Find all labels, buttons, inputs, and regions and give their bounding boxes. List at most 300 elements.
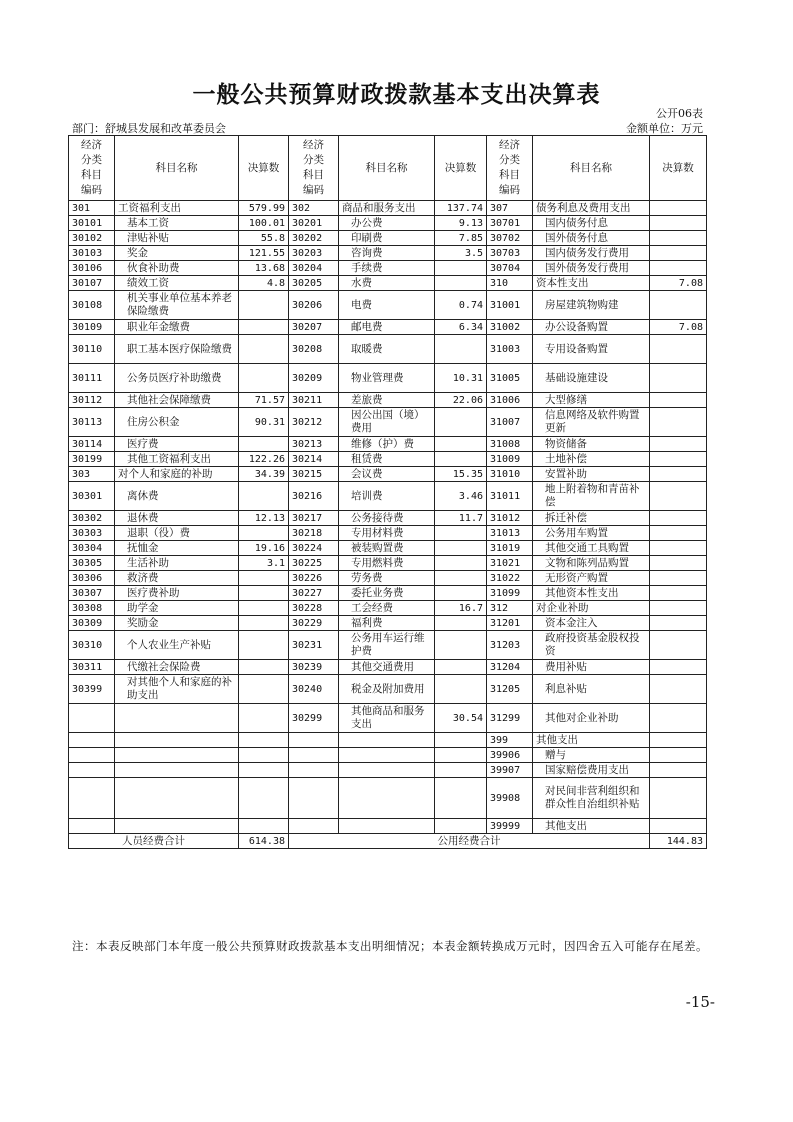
cell-code: 30308 bbox=[69, 601, 115, 616]
cell-amount: 90.31 bbox=[239, 408, 289, 437]
cell-amount: 3.5 bbox=[435, 246, 487, 261]
cell-code: 301 bbox=[69, 201, 115, 216]
cell-code: 31203 bbox=[487, 631, 533, 660]
cell-amount bbox=[239, 748, 289, 763]
cell-code: 31012 bbox=[487, 511, 533, 526]
cell-amount bbox=[435, 408, 487, 437]
cell-code: 30214 bbox=[289, 452, 339, 467]
cell-code: 30201 bbox=[289, 216, 339, 231]
cell-amount bbox=[239, 675, 289, 704]
cell-name: 国家赔偿费用支出 bbox=[533, 763, 650, 778]
cell-amount: 4.8 bbox=[239, 276, 289, 291]
cell-code: 30399 bbox=[69, 675, 115, 704]
cell-code: 39907 bbox=[487, 763, 533, 778]
cell-code: 30228 bbox=[289, 601, 339, 616]
cell-amount bbox=[239, 733, 289, 748]
public-total-label: 公用经费合计 bbox=[289, 834, 650, 849]
table-row bbox=[69, 437, 707, 452]
cell-amount bbox=[239, 320, 289, 335]
header-code: 经济 分类 科目 编码 bbox=[487, 136, 533, 201]
table-row bbox=[69, 231, 707, 246]
cell-amount: 579.99 bbox=[239, 201, 289, 216]
cell-code: 30209 bbox=[289, 364, 339, 393]
table-row bbox=[69, 482, 707, 511]
cell-amount bbox=[435, 778, 487, 819]
cell-code: 30102 bbox=[69, 231, 115, 246]
cell-name: 其他对企业补助 bbox=[533, 704, 650, 733]
cell-code: 30229 bbox=[289, 616, 339, 631]
cell-name: 对其他个人和家庭的补助支出 bbox=[115, 675, 239, 704]
table-row bbox=[69, 452, 707, 467]
cell-code: 30113 bbox=[69, 408, 115, 437]
cell-amount bbox=[650, 571, 707, 586]
cell-name: 其他交通费用 bbox=[339, 660, 435, 675]
cell-name: 代缴社会保险费 bbox=[115, 660, 239, 675]
cell-name: 邮电费 bbox=[339, 320, 435, 335]
cell-code: 30208 bbox=[289, 335, 339, 364]
cell-code bbox=[69, 704, 115, 733]
cell-name: 国内债务发行费用 bbox=[533, 246, 650, 261]
cell-code: 31008 bbox=[487, 437, 533, 452]
cell-name: 退职（役）费 bbox=[115, 526, 239, 541]
cell-name: 抚恤金 bbox=[115, 541, 239, 556]
cell-amount bbox=[650, 437, 707, 452]
cell-code: 31001 bbox=[487, 291, 533, 320]
cell-amount: 22.06 bbox=[435, 393, 487, 408]
cell-code bbox=[289, 748, 339, 763]
cell-code: 30224 bbox=[289, 541, 339, 556]
cell-name bbox=[339, 733, 435, 748]
cell-code: 31205 bbox=[487, 675, 533, 704]
cell-amount bbox=[435, 526, 487, 541]
cell-code: 310 bbox=[487, 276, 533, 291]
cell-name: 物业管理费 bbox=[339, 364, 435, 393]
cell-code: 30202 bbox=[289, 231, 339, 246]
cell-code: 307 bbox=[487, 201, 533, 216]
cell-name: 对企业补助 bbox=[533, 601, 650, 616]
cell-amount bbox=[650, 556, 707, 571]
table-row bbox=[69, 763, 707, 778]
cell-amount bbox=[650, 526, 707, 541]
cell-code: 30226 bbox=[289, 571, 339, 586]
cell-name: 会议费 bbox=[339, 467, 435, 482]
cell-amount bbox=[650, 748, 707, 763]
cell-name: 培训费 bbox=[339, 482, 435, 511]
cell-code: 31201 bbox=[487, 616, 533, 631]
cell-name: 利息补贴 bbox=[533, 675, 650, 704]
cell-name: 资本金注入 bbox=[533, 616, 650, 631]
cell-amount: 11.7 bbox=[435, 511, 487, 526]
cell-amount bbox=[239, 778, 289, 819]
cell-code bbox=[289, 819, 339, 834]
cell-amount bbox=[650, 778, 707, 819]
cell-code: 31099 bbox=[487, 586, 533, 601]
header-amount: 决算数 bbox=[435, 136, 487, 201]
cell-amount bbox=[650, 601, 707, 616]
table-row bbox=[69, 556, 707, 571]
header-amount: 决算数 bbox=[239, 136, 289, 201]
cell-code: 30108 bbox=[69, 291, 115, 320]
cell-amount: 3.1 bbox=[239, 556, 289, 571]
cell-amount bbox=[650, 482, 707, 511]
cell-amount: 30.54 bbox=[435, 704, 487, 733]
cell-name: 津贴补贴 bbox=[115, 231, 239, 246]
cell-name: 专用设备购置 bbox=[533, 335, 650, 364]
cell-name: 大型修缮 bbox=[533, 393, 650, 408]
cell-code: 31003 bbox=[487, 335, 533, 364]
cell-code: 30103 bbox=[69, 246, 115, 261]
cell-amount bbox=[650, 467, 707, 482]
cell-name: 国外债务发行费用 bbox=[533, 261, 650, 276]
cell-code: 30703 bbox=[487, 246, 533, 261]
page-title: 一般公共预算财政拨款基本支出决算表 bbox=[192, 82, 601, 108]
cell-code: 30206 bbox=[289, 291, 339, 320]
cell-name: 职工基本医疗保险缴费 bbox=[115, 335, 239, 364]
cell-amount: 16.7 bbox=[435, 601, 487, 616]
cell-amount: 7.08 bbox=[650, 320, 707, 335]
cell-name: 福利费 bbox=[339, 616, 435, 631]
cell-amount bbox=[435, 631, 487, 660]
cell-amount bbox=[650, 246, 707, 261]
cell-name: 政府投资基金股权投资 bbox=[533, 631, 650, 660]
cell-name bbox=[339, 819, 435, 834]
table-row bbox=[69, 733, 707, 748]
cell-name: 公务用车运行维护费 bbox=[339, 631, 435, 660]
cell-amount bbox=[239, 482, 289, 511]
cell-name: 专用燃料费 bbox=[339, 556, 435, 571]
cell-code bbox=[289, 763, 339, 778]
cell-name: 债务利息及费用支出 bbox=[533, 201, 650, 216]
cell-name: 商品和服务支出 bbox=[339, 201, 435, 216]
cell-name: 国内债务付息 bbox=[533, 216, 650, 231]
cell-name: 信息网络及软件购置更新 bbox=[533, 408, 650, 437]
table-row bbox=[69, 541, 707, 556]
cell-amount: 15.35 bbox=[435, 467, 487, 482]
cell-amount bbox=[239, 335, 289, 364]
cell-code: 303 bbox=[69, 467, 115, 482]
cell-name: 差旅费 bbox=[339, 393, 435, 408]
cell-name: 房屋建筑物购建 bbox=[533, 291, 650, 320]
cell-name: 工资福利支出 bbox=[115, 201, 239, 216]
table-row bbox=[69, 819, 707, 834]
cell-name bbox=[339, 763, 435, 778]
cell-name: 专用材料费 bbox=[339, 526, 435, 541]
cell-code bbox=[289, 733, 339, 748]
header-amount: 决算数 bbox=[650, 136, 707, 201]
cell-amount: 0.74 bbox=[435, 291, 487, 320]
cell-name: 办公费 bbox=[339, 216, 435, 231]
table-row bbox=[69, 586, 707, 601]
cell-name: 其他社会保障缴费 bbox=[115, 393, 239, 408]
cell-name: 土地补偿 bbox=[533, 452, 650, 467]
table-row bbox=[69, 526, 707, 541]
table-row bbox=[69, 261, 707, 276]
cell-code: 31204 bbox=[487, 660, 533, 675]
cell-code: 30211 bbox=[289, 393, 339, 408]
header-name: 科目名称 bbox=[339, 136, 435, 201]
cell-name: 资本性支出 bbox=[533, 276, 650, 291]
cell-name: 工会经费 bbox=[339, 601, 435, 616]
cell-amount: 100.01 bbox=[239, 216, 289, 231]
cell-amount bbox=[239, 763, 289, 778]
cell-code: 30299 bbox=[289, 704, 339, 733]
cell-name: 退休费 bbox=[115, 511, 239, 526]
cell-name: 医疗费 bbox=[115, 437, 239, 452]
cell-name: 医疗费补助 bbox=[115, 586, 239, 601]
table-row bbox=[69, 320, 707, 335]
cell-amount bbox=[650, 201, 707, 216]
cell-amount bbox=[435, 335, 487, 364]
cell-amount bbox=[435, 733, 487, 748]
cell-amount: 121.55 bbox=[239, 246, 289, 261]
table-row bbox=[69, 704, 707, 733]
cell-code: 30110 bbox=[69, 335, 115, 364]
table-row bbox=[69, 408, 707, 437]
cell-code: 30204 bbox=[289, 261, 339, 276]
cell-name: 对个人和家庭的补助 bbox=[115, 467, 239, 482]
cell-amount bbox=[239, 364, 289, 393]
cell-amount: 34.39 bbox=[239, 467, 289, 482]
cell-name bbox=[115, 748, 239, 763]
cell-name bbox=[115, 819, 239, 834]
footnote: 注：本表反映部门本年度一般公共预算财政拨款基本支出明细情况；本表金额转换成万元时，因四舍五入可能存在尾差。 bbox=[72, 939, 708, 953]
table-row bbox=[69, 616, 707, 631]
cell-code: 39908 bbox=[487, 778, 533, 819]
cell-code: 30212 bbox=[289, 408, 339, 437]
cell-code: 30304 bbox=[69, 541, 115, 556]
cell-amount bbox=[239, 704, 289, 733]
cell-name: 电费 bbox=[339, 291, 435, 320]
cell-code: 31022 bbox=[487, 571, 533, 586]
cell-name: 维修（护）费 bbox=[339, 437, 435, 452]
cell-amount bbox=[435, 763, 487, 778]
cell-code bbox=[69, 763, 115, 778]
personnel-total-label: 人员经费合计 bbox=[69, 834, 239, 849]
table-row bbox=[69, 467, 707, 482]
cell-amount bbox=[435, 748, 487, 763]
cell-code bbox=[289, 778, 339, 819]
cell-amount bbox=[650, 733, 707, 748]
cell-code: 302 bbox=[289, 201, 339, 216]
cell-name: 公务接待费 bbox=[339, 511, 435, 526]
cell-name: 机关事业单位基本养老保险缴费 bbox=[115, 291, 239, 320]
cell-code: 30305 bbox=[69, 556, 115, 571]
cell-name: 其他资本性支出 bbox=[533, 586, 650, 601]
cell-code: 30310 bbox=[69, 631, 115, 660]
cell-code bbox=[69, 819, 115, 834]
cell-amount: 71.57 bbox=[239, 393, 289, 408]
table-row bbox=[69, 601, 707, 616]
cell-amount bbox=[650, 408, 707, 437]
cell-amount bbox=[650, 586, 707, 601]
cell-name: 住房公积金 bbox=[115, 408, 239, 437]
cell-amount: 10.31 bbox=[435, 364, 487, 393]
cell-code: 312 bbox=[487, 601, 533, 616]
cell-amount: 12.13 bbox=[239, 511, 289, 526]
cell-name: 伙食补助费 bbox=[115, 261, 239, 276]
cell-code bbox=[69, 778, 115, 819]
cell-name: 职业年金缴费 bbox=[115, 320, 239, 335]
cell-code bbox=[69, 748, 115, 763]
cell-name bbox=[115, 733, 239, 748]
form-number: 公开06表 bbox=[656, 107, 703, 120]
table-row bbox=[69, 364, 707, 393]
cell-code: 30215 bbox=[289, 467, 339, 482]
cell-code: 30111 bbox=[69, 364, 115, 393]
cell-code: 31013 bbox=[487, 526, 533, 541]
personnel-total-value: 614.38 bbox=[239, 834, 289, 849]
cell-name: 租赁费 bbox=[339, 452, 435, 467]
cell-code bbox=[69, 733, 115, 748]
cell-name: 物资储备 bbox=[533, 437, 650, 452]
cell-code: 39906 bbox=[487, 748, 533, 763]
cell-code: 30109 bbox=[69, 320, 115, 335]
cell-amount bbox=[239, 601, 289, 616]
cell-amount bbox=[650, 452, 707, 467]
cell-code: 30302 bbox=[69, 511, 115, 526]
cell-code: 30114 bbox=[69, 437, 115, 452]
cell-amount bbox=[650, 291, 707, 320]
header-name: 科目名称 bbox=[115, 136, 239, 201]
cell-name bbox=[115, 778, 239, 819]
cell-code: 30239 bbox=[289, 660, 339, 675]
table-row bbox=[69, 675, 707, 704]
cell-code: 31007 bbox=[487, 408, 533, 437]
cell-name: 文物和陈列品购置 bbox=[533, 556, 650, 571]
cell-code: 31006 bbox=[487, 393, 533, 408]
cell-amount: 19.16 bbox=[239, 541, 289, 556]
cell-amount: 3.46 bbox=[435, 482, 487, 511]
table-row bbox=[69, 748, 707, 763]
cell-code: 399 bbox=[487, 733, 533, 748]
cell-name: 对民间非营利组织和群众性自治组织补贴 bbox=[533, 778, 650, 819]
table-row bbox=[69, 335, 707, 364]
cell-name: 其他工资福利支出 bbox=[115, 452, 239, 467]
cell-code: 30307 bbox=[69, 586, 115, 601]
cell-amount bbox=[650, 631, 707, 660]
cell-code: 30107 bbox=[69, 276, 115, 291]
cell-amount bbox=[239, 660, 289, 675]
cell-amount bbox=[650, 261, 707, 276]
cell-code: 30311 bbox=[69, 660, 115, 675]
cell-amount: 7.08 bbox=[650, 276, 707, 291]
cell-code: 30227 bbox=[289, 586, 339, 601]
cell-name: 基础设施建设 bbox=[533, 364, 650, 393]
cell-name: 无形资产购置 bbox=[533, 571, 650, 586]
cell-amount: 122.26 bbox=[239, 452, 289, 467]
cell-name: 生活补助 bbox=[115, 556, 239, 571]
cell-amount bbox=[650, 541, 707, 556]
cell-code: 30217 bbox=[289, 511, 339, 526]
cell-amount: 55.8 bbox=[239, 231, 289, 246]
expenditure-table bbox=[68, 135, 707, 849]
cell-amount bbox=[239, 437, 289, 452]
cell-code: 30218 bbox=[289, 526, 339, 541]
cell-name: 助学金 bbox=[115, 601, 239, 616]
cell-code: 31002 bbox=[487, 320, 533, 335]
table-row bbox=[69, 216, 707, 231]
cell-code: 30306 bbox=[69, 571, 115, 586]
cell-name: 咨询费 bbox=[339, 246, 435, 261]
cell-code: 30702 bbox=[487, 231, 533, 246]
cell-name: 其他商品和服务支出 bbox=[339, 704, 435, 733]
cell-code: 30701 bbox=[487, 216, 533, 231]
cell-name: 其他交通工具购置 bbox=[533, 541, 650, 556]
cell-amount bbox=[435, 819, 487, 834]
cell-name: 委托业务费 bbox=[339, 586, 435, 601]
cell-amount bbox=[239, 571, 289, 586]
cell-name: 手续费 bbox=[339, 261, 435, 276]
public-total-value: 144.83 bbox=[650, 834, 707, 849]
cell-code: 30704 bbox=[487, 261, 533, 276]
cell-code: 30225 bbox=[289, 556, 339, 571]
cell-code: 30231 bbox=[289, 631, 339, 660]
cell-name: 赠与 bbox=[533, 748, 650, 763]
cell-code: 30112 bbox=[69, 393, 115, 408]
cell-name: 其他支出 bbox=[533, 819, 650, 834]
cell-amount bbox=[239, 616, 289, 631]
table-row bbox=[69, 631, 707, 660]
cell-amount bbox=[239, 631, 289, 660]
cell-code: 31010 bbox=[487, 467, 533, 482]
cell-amount bbox=[650, 675, 707, 704]
cell-code: 30101 bbox=[69, 216, 115, 231]
cell-amount bbox=[650, 393, 707, 408]
cell-name: 印刷费 bbox=[339, 231, 435, 246]
cell-code: 30240 bbox=[289, 675, 339, 704]
cell-amount bbox=[435, 660, 487, 675]
cell-name: 水费 bbox=[339, 276, 435, 291]
table-row bbox=[69, 291, 707, 320]
table-row bbox=[69, 511, 707, 526]
cell-amount: 9.13 bbox=[435, 216, 487, 231]
cell-amount bbox=[650, 216, 707, 231]
cell-name: 税金及附加费用 bbox=[339, 675, 435, 704]
table-row bbox=[69, 276, 707, 291]
cell-amount: 6.34 bbox=[435, 320, 487, 335]
cell-name: 绩效工资 bbox=[115, 276, 239, 291]
header-code: 经济 分类 科目 编码 bbox=[289, 136, 339, 201]
department-label: 部门：舒城县发展和改革委员会 bbox=[72, 122, 226, 135]
cell-amount bbox=[435, 675, 487, 704]
cell-name: 拆迁补偿 bbox=[533, 511, 650, 526]
cell-amount bbox=[435, 571, 487, 586]
table-row bbox=[69, 571, 707, 586]
cell-name: 被装购置费 bbox=[339, 541, 435, 556]
table-row bbox=[69, 393, 707, 408]
cell-amount bbox=[650, 335, 707, 364]
cell-name: 劳务费 bbox=[339, 571, 435, 586]
cell-amount bbox=[650, 704, 707, 733]
cell-amount: 137.74 bbox=[435, 201, 487, 216]
cell-code: 30106 bbox=[69, 261, 115, 276]
cell-code: 30309 bbox=[69, 616, 115, 631]
table-row bbox=[69, 660, 707, 675]
cell-amount: 13.68 bbox=[239, 261, 289, 276]
cell-code: 30303 bbox=[69, 526, 115, 541]
cell-amount bbox=[239, 586, 289, 601]
cell-code: 39999 bbox=[487, 819, 533, 834]
cell-name: 奖励金 bbox=[115, 616, 239, 631]
cell-code: 31021 bbox=[487, 556, 533, 571]
cell-code: 30199 bbox=[69, 452, 115, 467]
table-row bbox=[69, 246, 707, 261]
cell-amount bbox=[435, 616, 487, 631]
cell-code: 30213 bbox=[289, 437, 339, 452]
cell-name bbox=[339, 778, 435, 819]
cell-amount bbox=[650, 819, 707, 834]
cell-code: 30205 bbox=[289, 276, 339, 291]
